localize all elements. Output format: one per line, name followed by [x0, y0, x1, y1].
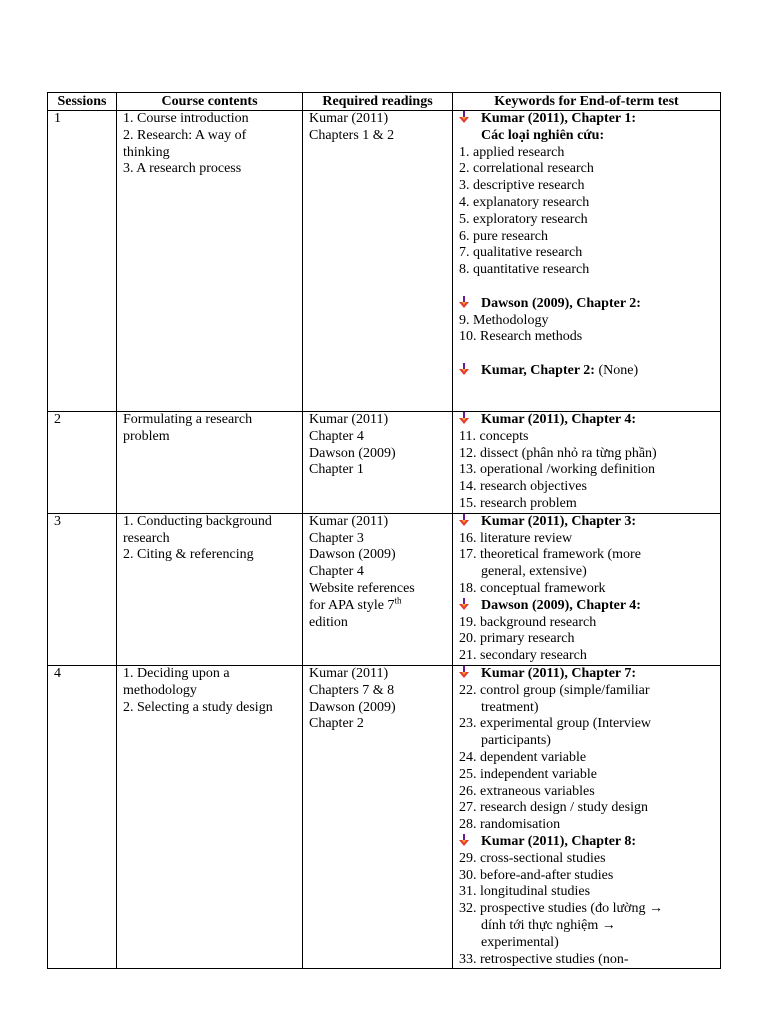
heading-text: Kumar (2011), Chapter 1:: [481, 111, 637, 126]
reading-text: Website references: [309, 580, 415, 596]
reading-line: [309, 700, 446, 717]
keyword-section-heading: [459, 412, 714, 429]
reading-text: edition: [309, 614, 348, 630]
down-arrow-bullet-icon: [459, 598, 469, 610]
keyword-text: 1. applied research: [459, 144, 565, 160]
header-course-contents: Course contents: [117, 93, 303, 111]
course-table: [47, 92, 721, 969]
content-line: research: [123, 530, 170, 546]
spacer: [459, 346, 714, 363]
keyword-continuation: [459, 564, 714, 581]
reading-line: [309, 446, 446, 463]
keyword-text: 28. randomisation: [459, 817, 561, 833]
keyword-item: [459, 767, 714, 784]
reading-line: [309, 531, 446, 548]
keyword-item: [459, 313, 714, 330]
keyword-item: [459, 581, 714, 598]
content-line: Formulating a research: [123, 412, 253, 427]
keyword-item: [459, 784, 714, 801]
keyword-item: [459, 884, 714, 901]
keyword-text: dính tới thực nghiệm: [481, 917, 602, 933]
reading-text: Kumar (2011): [309, 111, 389, 126]
header-sessions: Sessions: [48, 93, 117, 111]
keyword-text: 23. experimental group (Interview: [459, 716, 652, 732]
keyword-continuation: [459, 935, 714, 952]
reading-line: [309, 716, 446, 733]
reading-text: Chapter 2: [309, 716, 364, 732]
keyword-item: [459, 262, 714, 279]
keyword-item: [459, 868, 714, 885]
keyword-item: [459, 615, 714, 632]
keyword-section-heading: [459, 111, 714, 128]
down-arrow-bullet-icon: [459, 296, 469, 308]
reading-text: Chapter 1: [309, 462, 364, 478]
reading-text: for APA style 7: [309, 597, 395, 613]
keyword-text: 33. retrospective studies (non-: [459, 951, 629, 967]
keyword-item: [459, 648, 714, 665]
reading-line: [309, 615, 446, 632]
content-line: problem: [123, 428, 170, 444]
reading-text: Kumar (2011): [309, 412, 389, 427]
reading-text: Kumar (2011): [309, 513, 389, 529]
keyword-continuation: [459, 700, 714, 717]
keyword-section-heading: [459, 363, 714, 380]
keyword-text: 21. secondary research: [459, 648, 587, 664]
reading-line: [309, 462, 446, 479]
required-readings-cell: [303, 665, 453, 968]
content-line: 1. Deciding upon a: [123, 665, 230, 681]
keyword-text: treatment): [481, 699, 539, 715]
required-readings-cell: [303, 111, 453, 412]
keyword-subheading: Các loại nghiên cứu:: [481, 127, 605, 143]
keyword-text: participants): [481, 733, 551, 749]
heading-text: Kumar (2011), Chapter 8:: [481, 833, 637, 849]
reading-text: Chapter 3: [309, 530, 364, 546]
keyword-text: 11. concepts: [459, 428, 529, 444]
content-line: 1. Conducting background: [123, 513, 272, 529]
reading-line: [309, 547, 446, 564]
heading-text: Kumar (2011), Chapter 3:: [481, 513, 637, 529]
table-row: [48, 513, 721, 665]
reading-line: [309, 111, 446, 128]
content-line: 1. Course introduction: [123, 111, 249, 126]
keyword-text: 26. extraneous variables: [459, 783, 595, 799]
reading-line: [309, 564, 446, 581]
keyword-text: 32. prospective studies (đo lường: [459, 901, 649, 917]
keyword-section-heading: [459, 296, 714, 313]
reading-text: Dawson (2009): [309, 547, 396, 563]
keyword-item: [459, 479, 714, 496]
heading-text: Kumar (2011), Chapter 4:: [481, 412, 637, 427]
keyword-text: 27. research design / study design: [459, 800, 648, 816]
reading-text: Chapter 4: [309, 428, 364, 444]
header-keywords: Keywords for End-of-term test: [453, 93, 721, 111]
content-line: 2. Citing & referencing: [123, 547, 254, 563]
down-arrow-bullet-icon: [459, 412, 469, 424]
superscript-ordinal: th: [394, 595, 402, 606]
keyword-item: [459, 496, 714, 513]
keyword-text: 8. quantitative research: [459, 262, 590, 278]
keyword-text: 19. background research: [459, 614, 597, 630]
keyword-text: 30. before-and-after studies: [459, 867, 614, 883]
keyword-item: [459, 851, 714, 868]
down-arrow-bullet-icon: [459, 111, 469, 123]
course-contents-cell: [117, 513, 303, 665]
keyword-section-heading: [459, 834, 714, 851]
keyword-item: [459, 212, 714, 229]
keyword-text: 17. theoretical framework (more: [459, 547, 641, 563]
keyword-item: [459, 716, 714, 733]
keyword-item: [459, 547, 714, 564]
keyword-text: 25. independent variable: [459, 766, 598, 782]
down-arrow-bullet-icon: [459, 666, 469, 678]
keyword-item: [459, 429, 714, 446]
keyword-text: 20. primary research: [459, 631, 575, 647]
keyword-text: 13. operational /working definition: [459, 462, 655, 478]
session-number: 3: [48, 513, 117, 665]
keyword-text: 10. Research methods: [459, 329, 583, 345]
keyword-text: 6. pure research: [459, 228, 549, 244]
content-line: 2. Selecting a study design: [123, 699, 273, 715]
reading-line: [309, 412, 446, 429]
keyword-text: 7. qualitative research: [459, 245, 583, 261]
keyword-continuation: [459, 918, 714, 935]
keyword-text: 22. control group (simple/familiar: [459, 682, 650, 698]
session-number: 1: [48, 111, 117, 412]
keyword-item: [459, 229, 714, 246]
keywords-cell: [453, 513, 721, 665]
keyword-item: [459, 683, 714, 700]
keyword-item: [459, 952, 714, 969]
right-arrow-icon: →: [648, 901, 663, 917]
reading-line: [309, 683, 446, 700]
reading-text: Kumar (2011): [309, 665, 389, 681]
keyword-item: [459, 531, 714, 548]
keyword-text: experimental): [481, 934, 559, 950]
reading-text: Dawson (2009): [309, 699, 396, 715]
keyword-item: [459, 631, 714, 648]
reading-line: [309, 666, 446, 683]
keyword-section-heading: [459, 666, 714, 683]
header-required-readings: Required readings: [303, 93, 453, 111]
header-row: [48, 93, 721, 111]
session-number: 2: [48, 412, 117, 514]
keyword-text: 2. correlational research: [459, 161, 594, 177]
keyword-section-heading: [459, 598, 714, 615]
content-line: 3. A research process: [123, 161, 242, 177]
keyword-item: [459, 800, 714, 817]
keyword-text: 31. longitudinal studies: [459, 884, 591, 900]
keyword-text: 15. research problem: [459, 495, 577, 511]
reading-line: [309, 581, 446, 598]
keyword-text: 9. Methodology: [459, 312, 549, 328]
right-arrow-icon: →: [601, 917, 616, 933]
down-arrow-bullet-icon: [459, 363, 469, 375]
reading-line: [309, 429, 446, 446]
keywords-cell: [453, 665, 721, 968]
keyword-item: [459, 161, 714, 178]
keyword-text: 16. literature review: [459, 530, 573, 546]
course-contents-cell: [117, 412, 303, 514]
course-contents-cell: [117, 111, 303, 412]
down-arrow-bullet-icon: [459, 834, 469, 846]
reading-text: Chapters 1 & 2: [309, 127, 395, 143]
keyword-item: [459, 462, 714, 479]
keyword-item: [459, 750, 714, 767]
keyword-continuation: [459, 733, 714, 750]
keyword-text: 18. conceptual framework: [459, 580, 606, 596]
session-number: 4: [48, 665, 117, 968]
keywords-cell: [453, 111, 721, 412]
keyword-text: 29. cross-sectional studies: [459, 850, 606, 866]
keyword-text: 12. dissect (phân nhỏ ra từng phần): [459, 445, 657, 461]
table-row: [48, 412, 721, 514]
keyword-item: [459, 817, 714, 834]
heading-text: Dawson (2009), Chapter 2:: [481, 295, 641, 311]
keyword-item: [459, 145, 714, 162]
required-readings-cell: [303, 513, 453, 665]
keywords-cell: [453, 412, 721, 514]
keyword-text: 3. descriptive research: [459, 178, 585, 194]
keyword-text: general, extensive): [481, 564, 587, 580]
keyword-text: 4. explanatory research: [459, 194, 590, 210]
table-row: [48, 111, 721, 412]
heading-text: Dawson (2009), Chapter 4:: [481, 597, 641, 613]
content-line: 2. Research: A way of: [123, 127, 247, 143]
table-row: [48, 665, 721, 968]
required-readings-cell: [303, 412, 453, 514]
reading-line: [309, 128, 446, 145]
reading-line: [309, 514, 446, 531]
down-arrow-bullet-icon: [459, 514, 469, 526]
spacer: [459, 279, 714, 296]
course-contents-cell: [117, 665, 303, 968]
keyword-item: [459, 329, 714, 346]
keyword-text: 5. exploratory research: [459, 211, 588, 227]
keyword-item: [459, 446, 714, 463]
keyword-item: [459, 245, 714, 262]
keyword-text: 14. research objectives: [459, 479, 587, 495]
keyword-section-heading: [459, 514, 714, 531]
keyword-item: [459, 195, 714, 212]
reading-text: Chapter 4: [309, 564, 364, 580]
content-line: methodology: [123, 682, 197, 698]
keyword-item: [459, 178, 714, 195]
keyword-item: [459, 901, 714, 918]
heading-text: Kumar, Chapter 2:: [481, 362, 595, 378]
reading-text: Chapters 7 & 8: [309, 682, 395, 698]
heading-note: (None): [594, 362, 639, 378]
reading-line: [309, 595, 446, 615]
heading-text: Kumar (2011), Chapter 7:: [481, 665, 637, 681]
keyword-text: 24. dependent variable: [459, 749, 587, 765]
content-line: thinking: [123, 144, 170, 160]
reading-text: Dawson (2009): [309, 445, 396, 461]
